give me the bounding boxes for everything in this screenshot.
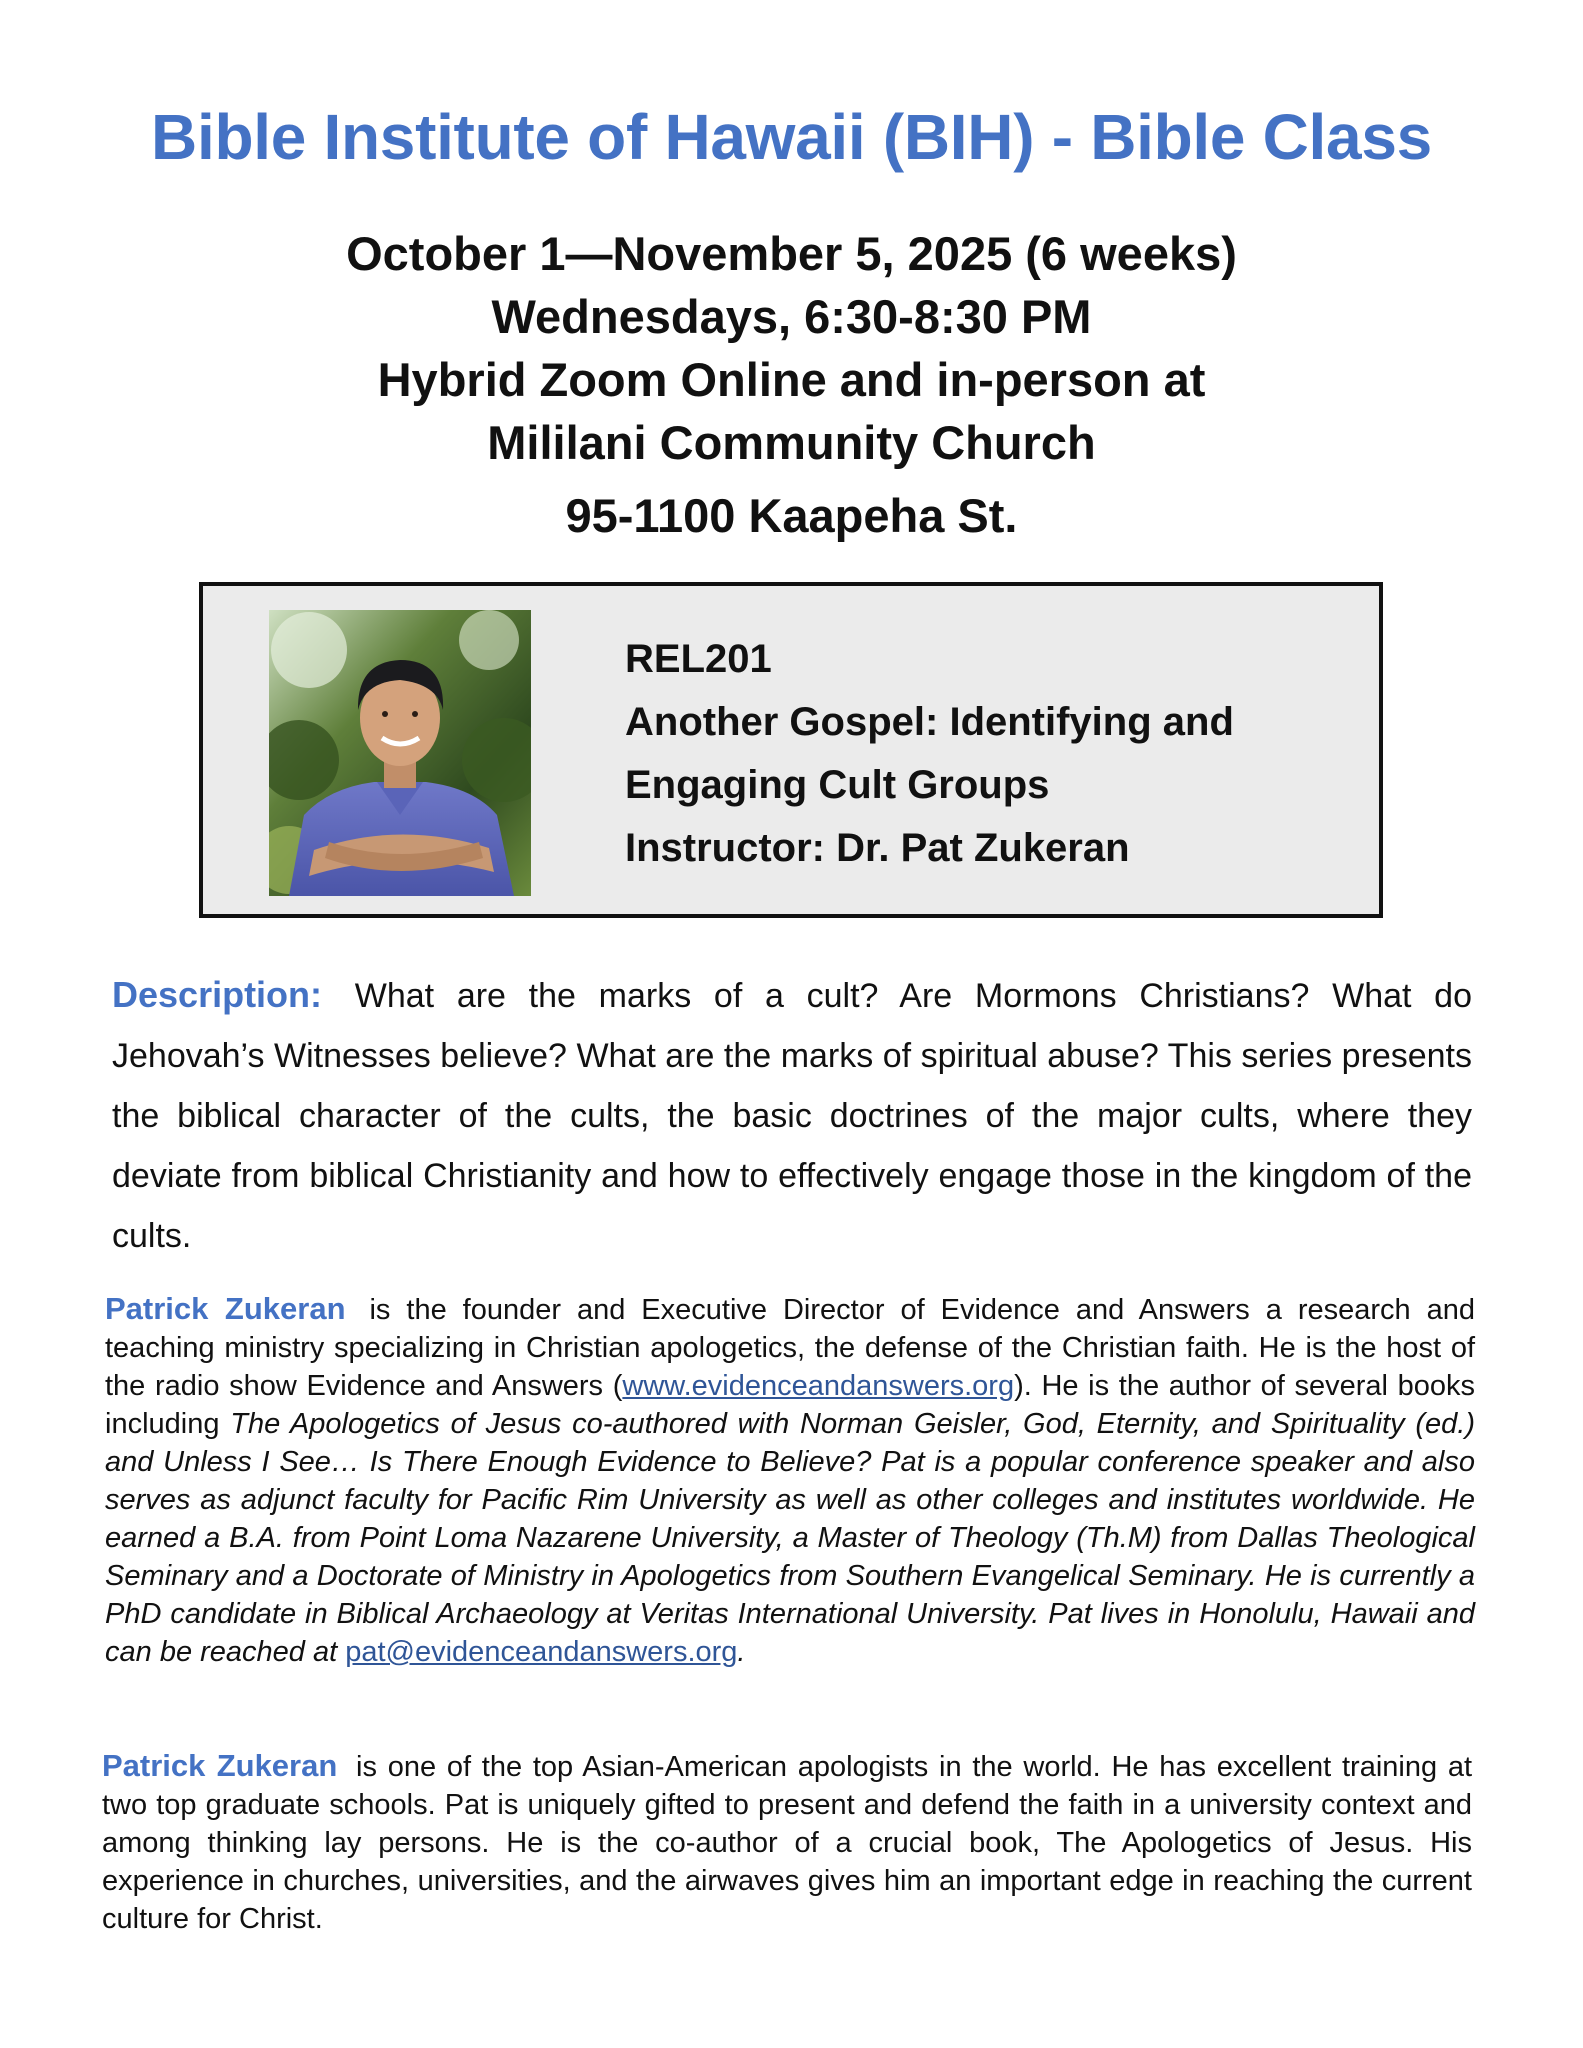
bio-name: Patrick Zukeran xyxy=(105,1291,346,1326)
course-info xyxy=(625,628,1234,880)
course-title-line1: Another Gospel: Identifying and xyxy=(625,700,1234,744)
class-dates: October 1—November 5, 2025 (6 weeks) xyxy=(346,227,1237,280)
website-link[interactable]: www.evidenceandanswers.org xyxy=(622,1370,1015,1402)
bio-end: . xyxy=(737,1636,746,1668)
instructor-photo xyxy=(269,610,531,896)
course-title-line2: Engaging Cult Groups xyxy=(625,763,1050,807)
instructor-endorsement xyxy=(102,1747,1472,1938)
instructor-bio xyxy=(105,1290,1475,1671)
description-text: What are the marks of a cult? Are Mormons Christians? What do Jehovah’s Witnesses believe? What are the marks of spiritual abuse? This series presents the biblical character of the cults, the basic doctrines of the major cults, where they deviate from biblical Christianity and how to effectively engage those in the kingdom of the cults. xyxy=(112,977,1472,1255)
course-info-box xyxy=(199,582,1383,918)
page-title: Bible Institute of Hawaii (BIH) - Bible Class xyxy=(151,101,1432,173)
class-details xyxy=(0,222,1583,547)
class-format: Hybrid Zoom Online and in-person at xyxy=(377,353,1206,406)
course-description xyxy=(112,965,1472,1266)
bio-italic-text: The Apologetics of Jesus co-authored with Norman Geisler, God, Eternity, and Spirituality (ed.) and Unless I See… Is There Enough Evidence to Believe? Pat is a popular conference speaker and also serves as adjunct faculty for Pacific Rim University as well as other colleges and institutes worldwide. He earned a B.A. from Point Loma Nazarene University, a Master of Theology (Th.M) from Dallas Theological Seminary and a Doctorate of Ministry in Apologetics from Southern Evangelical Seminary. He is currently a PhD candidate in Biblical Archaeology at Veritas International University. Pat lives in Honolulu, Hawaii and can be reached at xyxy=(105,1408,1475,1668)
email-link[interactable]: pat@evidenceandanswers.org xyxy=(345,1636,738,1668)
bio-text-part1: is the founder and Executive Director of Evidence and Answers a research and teaching ministry specializing in Christian apologetics, the defense of the Christian faith. He is the host of the radio show Evidence and Answers ( xyxy=(105,1294,1476,1402)
endorsement-name: Patrick Zukeran xyxy=(102,1748,338,1783)
endorsement-text: is one of the top Asian-American apologists in the world. He has excellent training at two top graduate schools. Pat is uniquely gifted to present and defend the faith in a university context and among thinking lay persons. He is the co-author of a crucial book, The Apologetics of Jesus. His experience in churches, universities, and the airwaves gives him an important edge in reaching the current culture for Christ. xyxy=(102,1751,1473,1935)
bio-text-part2: ). He is the author of several books including xyxy=(105,1370,1475,1440)
class-address: 95-1100 Kaapeha St. xyxy=(565,489,1018,542)
class-time: Wednesdays, 6:30-8:30 PM xyxy=(491,290,1092,343)
course-code: REL201 xyxy=(625,637,772,681)
course-instructor: Instructor: Dr. Pat Zukeran xyxy=(625,826,1130,870)
class-venue: Mililani Community Church xyxy=(487,416,1096,469)
description-label: Description: xyxy=(112,974,323,1015)
